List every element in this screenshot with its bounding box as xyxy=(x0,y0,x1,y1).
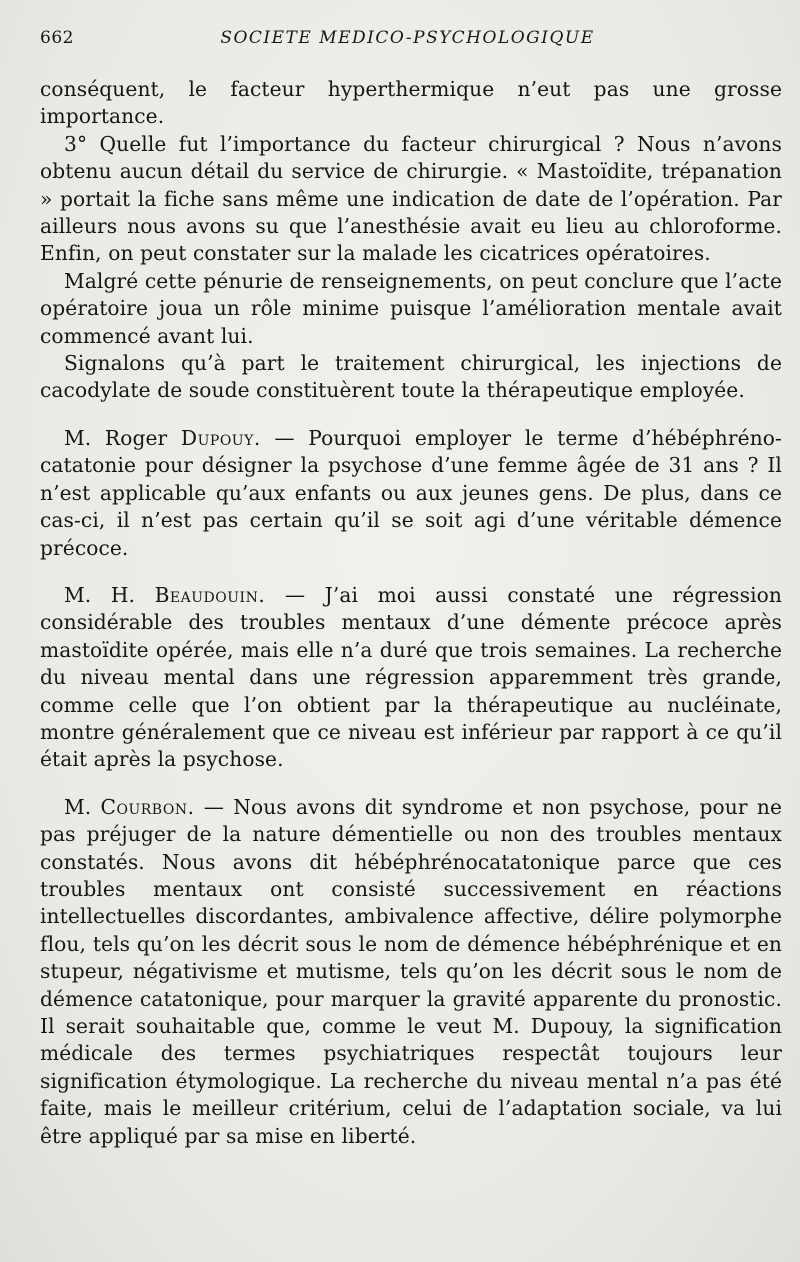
running-head: SOCIETE MEDICO-PSYCHOLOGIQUE xyxy=(220,28,595,48)
intervention-beaudouin xyxy=(40,582,782,774)
intervention-text: — Pourquoi employer le terme d’hébéphréno-catatonie pour désigner la psychose d’une femme âgée de 31 ans ? Il n’est applicable qu’aux enfants ou aux jeunes gens. De plus, dans ce cas-ci, il n’est pas certain qu’il se soit agi d’une véritable démence précoce. xyxy=(40,425,782,560)
speaker-title: M. xyxy=(64,794,92,819)
page-number: 662 xyxy=(40,28,74,48)
paragraph-conclusion: Malgré cette pénurie de renseignements, on peut conclure que l’acte opératoire joua un rôle minime puisque l’amélioration mentale avait commencé avant lui. xyxy=(40,268,782,348)
intervention-dupouy xyxy=(40,425,782,562)
speaker-name: Beaudouin. xyxy=(154,582,266,607)
page-header xyxy=(40,28,775,56)
speaker-title: M. Roger xyxy=(64,425,168,450)
paragraph-continuation: conséquent, le facteur hyperthermique n’eut pas une grosse importance. xyxy=(40,77,782,129)
intervention-text: — J’ai moi aussi constaté une régression considérable des troubles mentaux d’une démente précoce après mastoïdite opérée, mais elle n’a duré que trois semaines. La recherche du niveau mental dans une régression apparemment très grande, comme celle que l’on obtient par la thérapeutique au nucléinate, montre généralement que ce niveau est inférieur par rapport à ce qu’il était après la psychose. xyxy=(40,582,782,772)
paragraph-treatment: Signalons qu’à part le traitement chirurgical, les injections de cacodylate de soude constituèrent toute la thérapeutique employée. xyxy=(40,351,782,403)
intervention-courbon xyxy=(40,794,782,1150)
speaker-title: M. H. xyxy=(64,582,136,607)
body-text xyxy=(40,76,782,1150)
intervention-text: — Nous avons dit syndrome et non psychose, pour ne pas préjuger de la nature démentielle ou non des troubles mentaux constatés. Nous avons dit hébéphrénocatatonique parce que ces troubles mentaux ont consisté successivement en réactions intellectuelles discordantes, ambivalence affective, délire polymorphe flou, tels qu’on les décrit sous le nom de démence hébéphrénique et en stupeur, négativisme et mutisme, tels qu’on les décrit sous le nom de démence catatonique, pour marquer la gravité apparente du pronostic. Il serait souhaitable que, comme le veut M. Dupouy, la signification médicale des termes psychiatriques respectât toujours leur signification étymologique. La recherche du niveau mental n’a pas été faite, mais le meilleur critérium, celui de l’adaptation sociale, va lui être appliqué par sa mise en liberté. xyxy=(40,794,782,1148)
paragraph-surgical-factor: 3° Quelle fut l’importance du facteur chirurgical ? Nous n’avons obtenu aucun détail du service de chirurgie. « Mastoïdite, trépanation » portait la fiche sans même une indication de date de l’opération. Par ailleurs nous avons su que l’anesthésie avait eu lieu au chloroforme. Enfin, on peut constater sur la malade les cicatrices opératoires. xyxy=(40,131,782,266)
speaker-name: Dupouy. xyxy=(180,425,261,450)
speaker-name: Courbon. xyxy=(100,794,195,819)
